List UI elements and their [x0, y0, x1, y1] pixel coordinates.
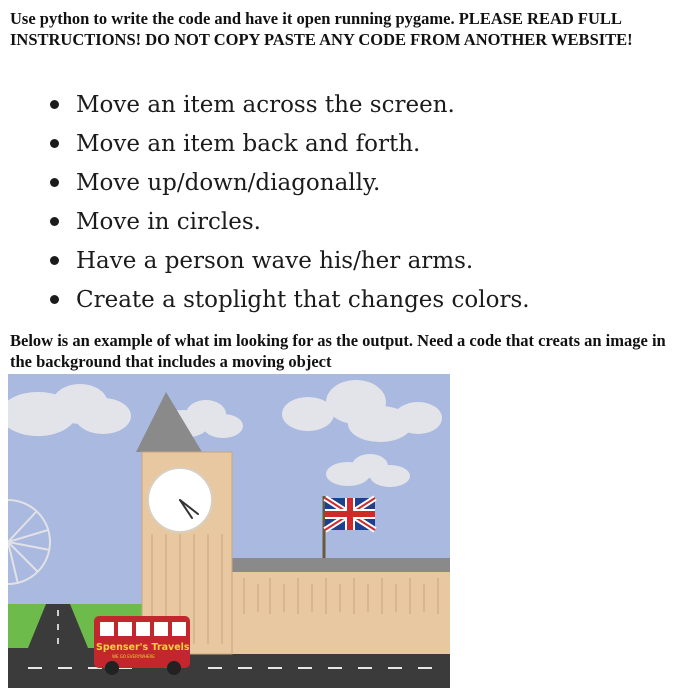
list-item: Move an item across the screen.: [50, 86, 530, 125]
bus-wheel: [167, 661, 181, 675]
bullet-icon: [50, 178, 59, 187]
bus-name: Spenser's Travels: [96, 642, 190, 653]
parliament-roof: [230, 558, 450, 572]
list-item: Move up/down/diagonally.: [50, 164, 530, 203]
list-item: Create a stoplight that changes colors.: [50, 281, 530, 320]
instructions-text: Use python to write the code and have it open running pygame. PLEASE READ FULL INSTRUCTIONS! DO NOT COPY PASTE ANY CODE FROM ANOTHER WEBSITE!: [10, 9, 633, 49]
double-decker-bus: [94, 616, 190, 675]
bus-wheel: [105, 661, 119, 675]
bus-slogan: WE GO EVERYWHERE: [112, 654, 155, 659]
example-scene-image: [8, 374, 450, 688]
list-item: Have a person wave his/her arms.: [50, 242, 530, 281]
bullet-icon: [50, 295, 59, 304]
example-description: Below is an example of what im looking for as the output. Need a code that creats an image in the background that includes a moving object: [10, 331, 666, 371]
bullet-icon: [50, 256, 59, 265]
bullet-icon: [50, 139, 59, 148]
bus-windows: [100, 622, 186, 636]
requirements-list: [50, 86, 530, 320]
bullet-icon: [50, 100, 59, 109]
list-item: Move an item back and forth.: [50, 125, 530, 164]
union-jack-flag: [325, 498, 375, 530]
bullet-icon: [50, 217, 59, 226]
list-item: Move in circles.: [50, 203, 530, 242]
